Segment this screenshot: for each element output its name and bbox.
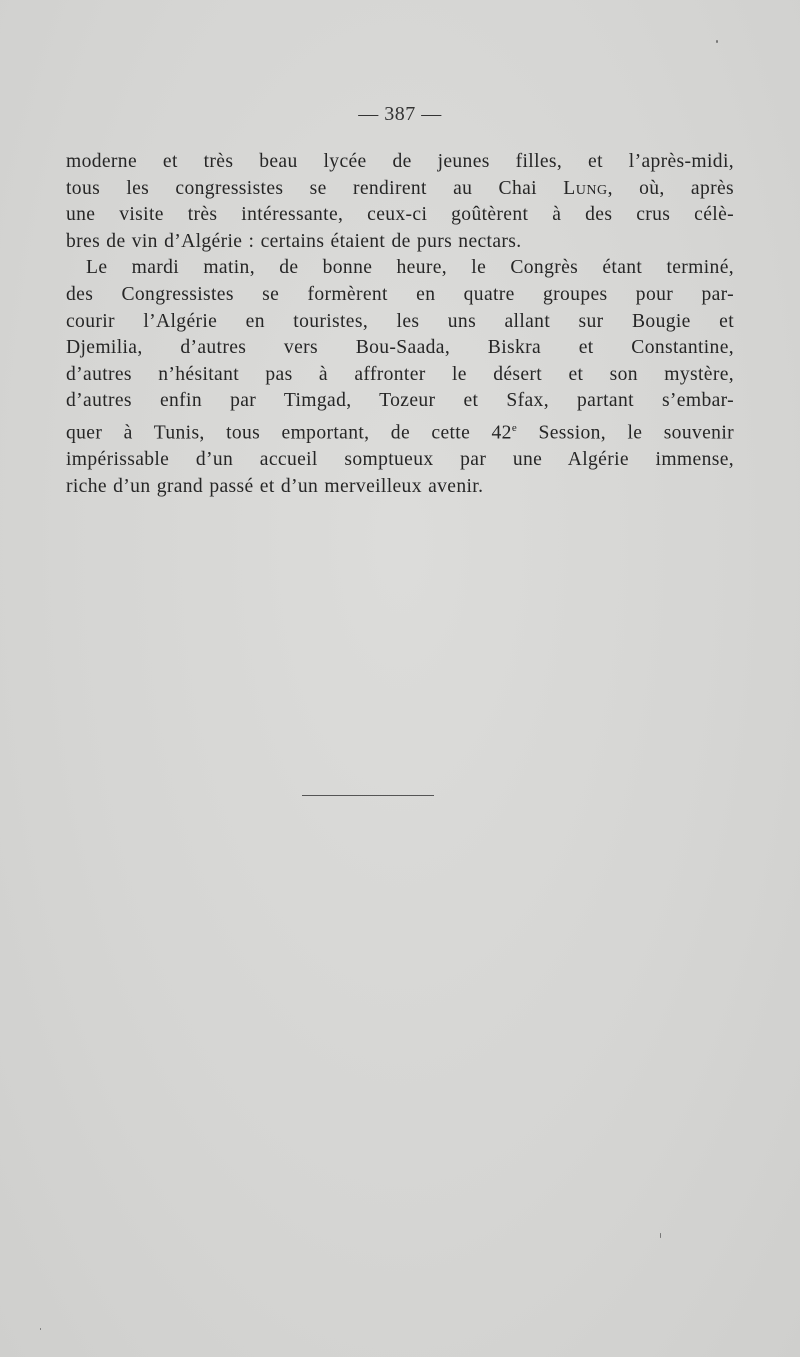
text-line: moderne et très beau lycée de jeunes filles, et l’après-midi, <box>66 151 734 172</box>
text-line: une visite très intéressante, ceux-ci goûtèrent à des crus célè- <box>66 204 734 226</box>
text-segment: Session, le souvenir <box>517 422 734 444</box>
paper-speck <box>660 1233 661 1238</box>
text-segment: , où, après <box>607 177 734 199</box>
text-line: Le mardi matin, de bonne heure, le Congrès étant terminé, <box>86 257 734 279</box>
text-line <box>66 415 734 447</box>
paper-speck <box>716 40 718 43</box>
text-line: des Congressistes se formèrent en quatre groupes pour par- <box>66 283 734 305</box>
text-line: courir l’Algérie en touristes, les uns allant sur Bougie et <box>66 310 734 332</box>
page-number: — 387 — <box>358 103 442 125</box>
text-line: d’autres n’hésitant pas à affronter le désert et son mystère, <box>66 363 734 385</box>
text-segment: quer à Tunis, tous emportant, de cette 42 <box>66 422 512 444</box>
text-line: bres de vin d’Algérie : certains étaient de purs nectars. <box>66 230 522 252</box>
chai-name: Lung <box>563 177 608 199</box>
text-line: d’autres enfin par Timgad, Tozeur et Sfax, partant s’embar- <box>66 390 734 412</box>
text-line: riche d’un grand passé et d’un merveilleux avenir. <box>66 475 484 497</box>
paper-speck <box>40 1328 41 1330</box>
text-line <box>66 176 734 203</box>
body-text <box>66 149 734 500</box>
section-divider <box>302 795 434 796</box>
text-segment: tous les congressistes se rendirent au Chai <box>66 177 564 199</box>
text-line: impérissable d’un accueil somptueux par une Algérie immense, <box>66 449 734 471</box>
superscript: e <box>511 421 518 434</box>
text-line: Djemilia, d’autres vers Bou-Saada, Biskra et Constantine, <box>66 337 734 359</box>
